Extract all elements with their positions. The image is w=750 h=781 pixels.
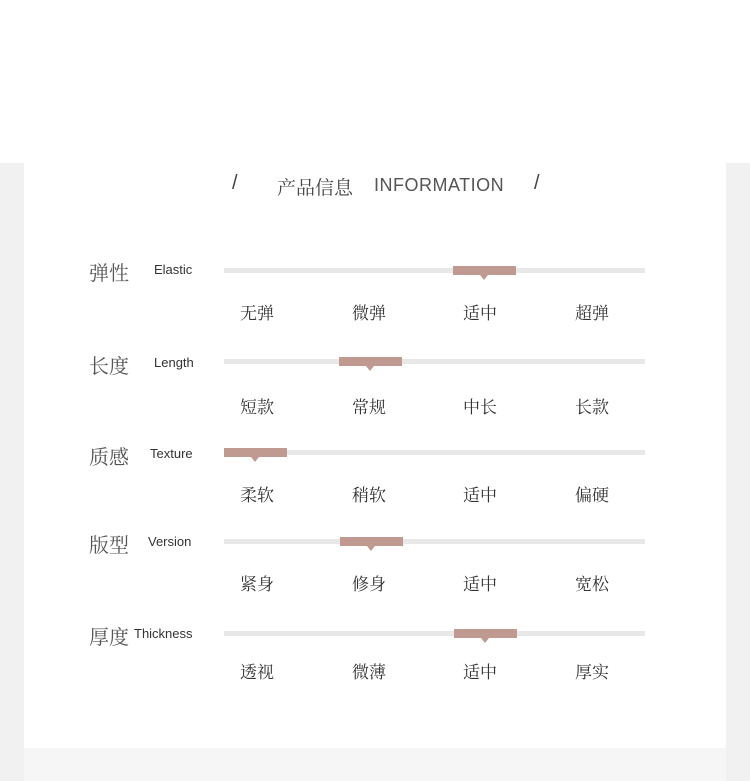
attribute-label-cn: 弹性 [89, 261, 129, 285]
attribute-row-length [0, 350, 750, 418]
attribute-label-cn: 长度 [89, 354, 129, 378]
scale-track [224, 268, 645, 273]
attribute-label-en: Elastic [154, 262, 193, 277]
scale-option: 适中 [463, 486, 497, 506]
scale-option: 紧身 [240, 575, 274, 595]
scale-option: 适中 [463, 304, 497, 324]
attribute-label-en: Version [148, 534, 192, 549]
title-left-slash: / [232, 172, 238, 194]
attribute-row-version [0, 529, 750, 595]
bottom-band [24, 748, 726, 781]
attribute-row-thickness [0, 621, 750, 681]
title-chinese: 产品信息 [277, 177, 354, 199]
scale-marker [339, 357, 402, 366]
attribute-label-cn: 版型 [89, 533, 129, 557]
scale-option: 宽松 [575, 575, 609, 595]
scale-option: 适中 [463, 663, 497, 683]
attribute-label-en: Thickness [134, 626, 193, 641]
attribute-row-texture [0, 441, 750, 506]
scale-option: 长款 [575, 398, 609, 418]
section-title [0, 172, 750, 202]
scale-option: 短款 [240, 398, 274, 418]
scale-option: 柔软 [240, 486, 274, 506]
attribute-label-en: Texture [150, 446, 193, 461]
scale-option: 微薄 [352, 663, 386, 683]
scale-marker [340, 537, 403, 546]
scale-marker [453, 266, 516, 275]
scale-track [224, 359, 645, 364]
scale-option: 透视 [240, 663, 274, 683]
attribute-label-cn: 厚度 [89, 625, 129, 649]
scale-track [224, 539, 645, 544]
scale-option: 微弹 [352, 304, 386, 324]
scale-track [224, 450, 645, 455]
attribute-row-elastic [0, 257, 750, 324]
scale-option: 厚实 [575, 663, 609, 683]
scale-track [224, 631, 645, 636]
scale-option: 稍软 [352, 486, 386, 506]
title-right-slash: / [534, 172, 540, 194]
title-english: INFORMATION [374, 175, 505, 195]
scale-option: 中长 [463, 398, 497, 418]
scale-marker [454, 629, 517, 638]
scale-option: 偏硬 [575, 486, 609, 506]
scale-option: 超弹 [575, 304, 609, 324]
scale-option: 常规 [352, 398, 386, 418]
attribute-label-cn: 质感 [89, 445, 129, 469]
scale-option: 适中 [463, 575, 497, 595]
attribute-label-en: Length [154, 355, 194, 370]
scale-option: 无弹 [240, 304, 274, 324]
scale-marker [224, 448, 287, 457]
scale-option: 修身 [352, 575, 386, 595]
